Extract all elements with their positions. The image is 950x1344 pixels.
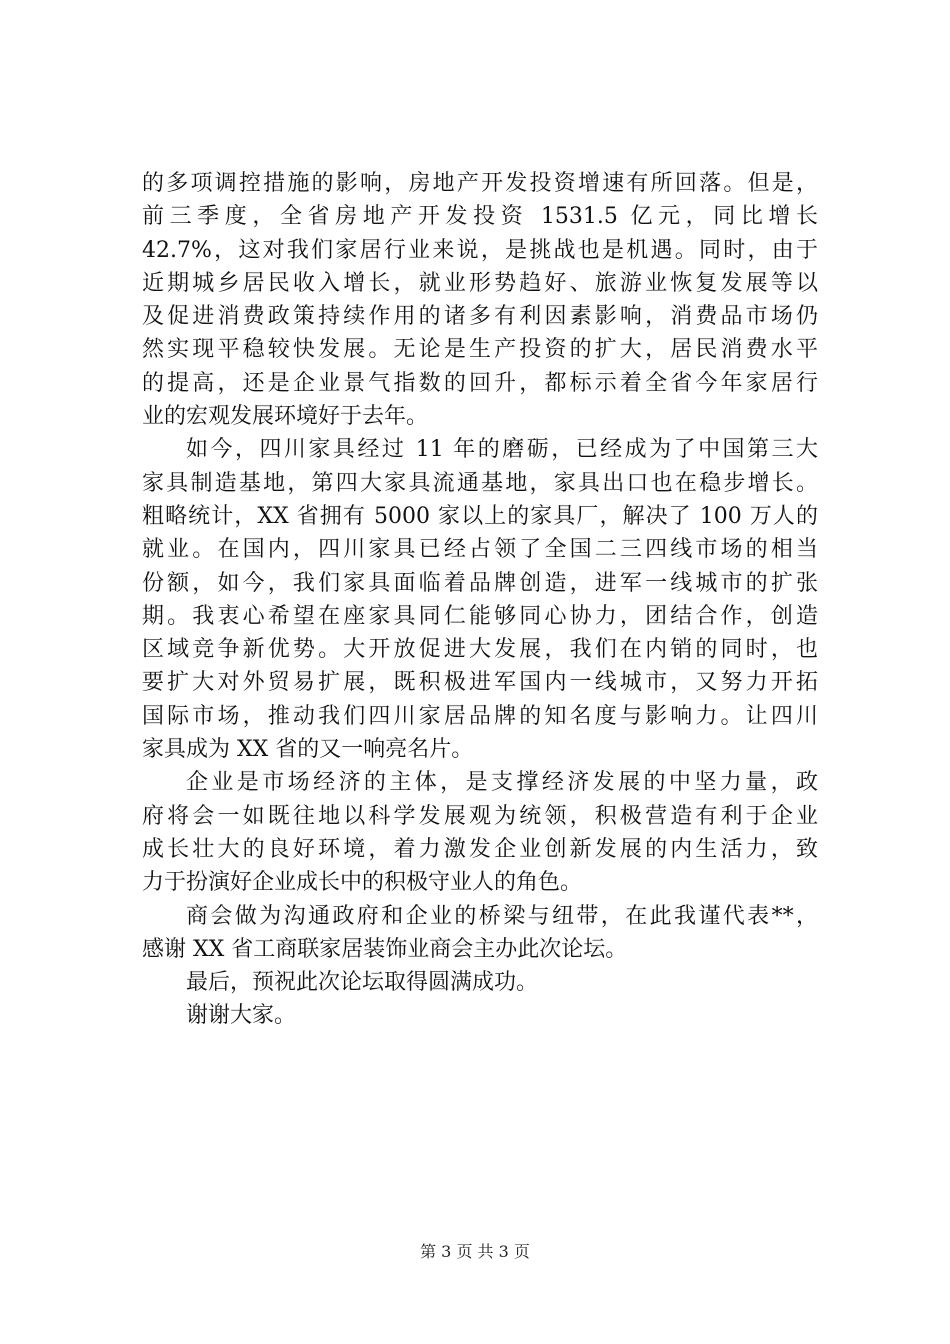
text-line: 谢谢大家。 (186, 1003, 297, 1029)
text-line: 家具成为 XX 省的又一响亮名片。 (142, 737, 474, 763)
text-line: 家具制造基地，第四大家具流通基地，家具出口也在稳步增长。 (142, 470, 818, 496)
text-line: 业的宏观发展环境好于去年。 (142, 404, 429, 430)
text-line: 42.7%，这对我们家居行业来说，是挑战也是机遇。同时，由于 (142, 237, 818, 263)
text-line: 区域竞争新优势。大开放促进大发展，我们在内销的同时，也 (142, 637, 818, 663)
document-body (142, 167, 818, 1033)
text-line: 就业。在国内，四川家具已经占领了全国二三四线市场的相当 (142, 537, 818, 563)
text-line: 然实现平稳较快发展。无论是生产投资的扩大，居民消费水平 (142, 337, 818, 363)
text-line: 份额，如今，我们家具面临着品牌创造，进军一线城市的扩张 (142, 570, 818, 596)
text-line: 成长壮大的良好环境，着力激发企业创新发展的内生活力，致 (142, 836, 818, 862)
text-line: 的提高，还是企业景气指数的回升，都标示着全省今年家居行 (142, 370, 818, 396)
text-line: 国际市场，推动我们四川家居品牌的知名度与影响力。让四川 (142, 703, 818, 729)
text-line: 商会做为沟通政府和企业的桥梁与纽带，在此我谨代表**， (186, 903, 818, 929)
text-line: 力于扮演好企业成长中的积极守业人的角色。 (142, 870, 583, 896)
text-line: 期。我衷心希望在座家具同仁能够同心协力，团结合作，创造 (142, 603, 818, 629)
text-line: 粗略统计，XX 省拥有 5000 家以上的家具厂，解决了 100 万人的 (142, 503, 818, 529)
paragraph-5 (142, 966, 818, 999)
text-line: 企业是市场经济的主体，是支撑经济发展的中坚力量，政 (186, 770, 818, 796)
paragraph-1 (142, 167, 818, 433)
paragraph-2 (142, 433, 818, 766)
paragraph-6 (142, 999, 818, 1032)
text-line: 如今，四川家具经过 11 年的磨砺，已经成为了中国第三大 (186, 437, 818, 463)
text-line: 最后，预祝此次论坛取得圆满成功。 (186, 970, 539, 996)
text-line: 的多项调控措施的影响，房地产开发投资增速有所回落。但是， (142, 171, 818, 196)
page-footer: 第 3 页 共 3 页 (420, 1242, 530, 1261)
text-line: 近期城乡居民收入增长，就业形势趋好、旅游业恢复发展等以 (142, 270, 818, 296)
text-line: 感谢 XX 省工商联家居装饰业商会主办此次论坛。 (142, 936, 628, 962)
text-line: 府将会一如既往地以科学发展观为统领，积极营造有利于企业 (142, 803, 818, 829)
text-line: 前三季度，全省房地产开发投资 1531.5 亿元，同比增长 (142, 204, 818, 230)
text-line: 及促进消费政策持续作用的诸多有利因素影响，消费品市场仍 (142, 304, 818, 330)
paragraph-4 (142, 900, 818, 967)
text-line: 要扩大对外贸易扩展，既积极进军国内一线城市，又努力开拓 (142, 670, 818, 696)
paragraph-3 (142, 766, 818, 899)
